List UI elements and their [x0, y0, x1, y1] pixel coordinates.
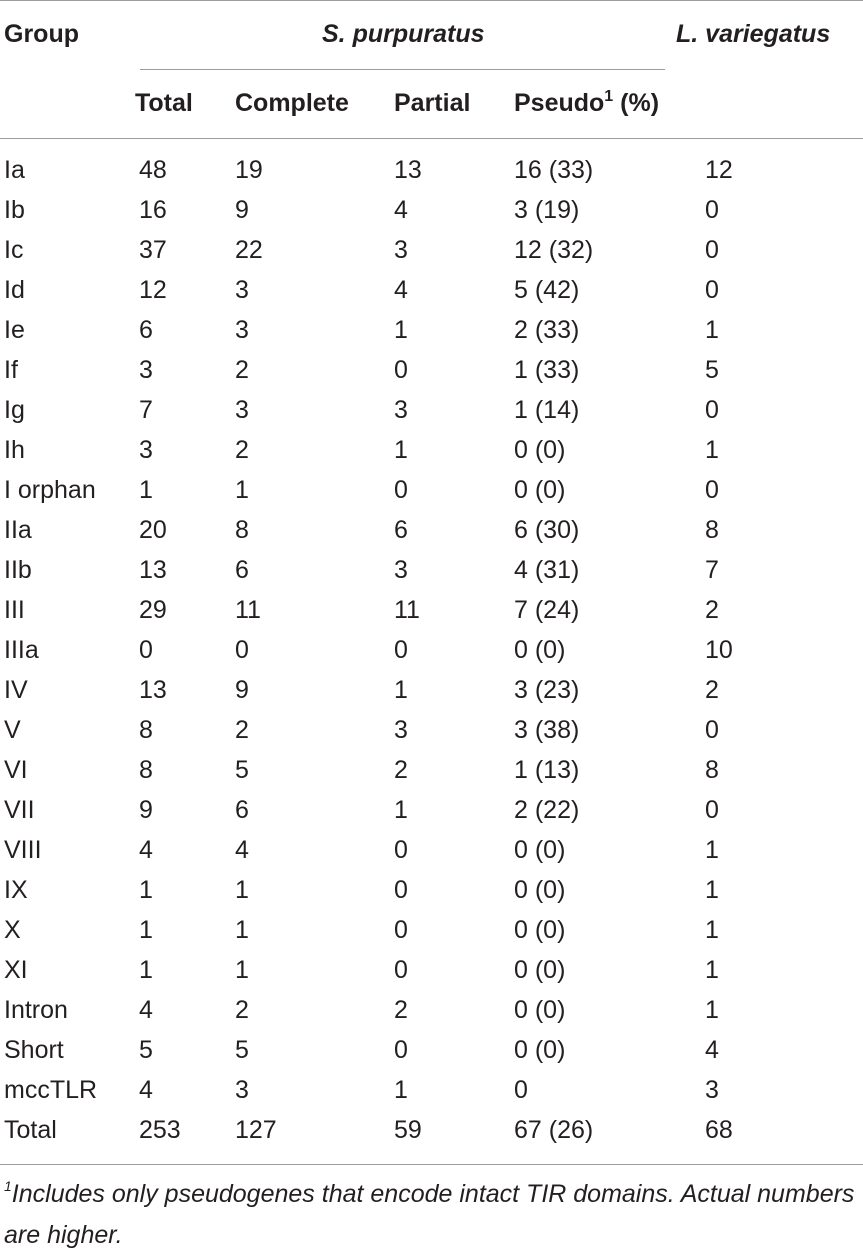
- cell-total: 9: [139, 796, 153, 824]
- table-row: [0, 1115, 863, 1155]
- cell-group: IV: [4, 676, 28, 704]
- cell-complete: 19: [235, 156, 263, 184]
- cell-pseudo: 2 (22): [514, 796, 580, 824]
- footnote-text: Includes only pseudogenes that encode intact TIR domains. Actual numbers are higher.: [4, 1180, 855, 1249]
- cell-lv: 4: [705, 1036, 719, 1064]
- cell-lv: 1: [705, 996, 719, 1024]
- table-row: [0, 515, 863, 555]
- cell-total: 13: [139, 556, 167, 584]
- cell-total: 5: [139, 1036, 153, 1064]
- cell-total: 0: [139, 636, 153, 664]
- table-row: [0, 155, 863, 195]
- cell-total: 253: [139, 1116, 181, 1144]
- cell-group: Ih: [4, 436, 25, 464]
- cell-pseudo: 1 (14): [514, 396, 580, 424]
- cell-partial: 11: [394, 596, 420, 624]
- cell-pseudo: 12 (32): [514, 236, 594, 264]
- cell-total: 1: [139, 876, 153, 904]
- cell-partial: 0: [394, 356, 408, 384]
- cell-total: 1: [139, 916, 153, 944]
- cell-pseudo: 0 (0): [514, 916, 566, 944]
- table-row: [0, 1075, 863, 1115]
- cell-partial: 3: [394, 556, 408, 584]
- cell-lv: 0: [705, 476, 719, 504]
- cell-partial: 59: [394, 1116, 422, 1144]
- table-row: [0, 595, 863, 635]
- table-row: [0, 475, 863, 515]
- cell-lv: 0: [705, 396, 719, 424]
- table-row: [0, 435, 863, 475]
- cell-complete: 1: [235, 476, 249, 504]
- cell-group: Id: [4, 276, 25, 304]
- cell-partial: 0: [394, 636, 408, 664]
- cell-lv: 1: [705, 316, 719, 344]
- cell-group: Ig: [4, 396, 25, 424]
- cell-group: X: [4, 916, 21, 944]
- cell-lv: 8: [705, 516, 719, 544]
- cell-partial: 1: [394, 1076, 408, 1104]
- cell-complete: 2: [235, 996, 249, 1024]
- table-row: [0, 995, 863, 1035]
- cell-group: Intron: [4, 996, 68, 1024]
- cell-total: 3: [139, 436, 153, 464]
- cell-complete: 3: [235, 1076, 249, 1104]
- cell-total: 16: [139, 196, 167, 224]
- header-bottom-rule: [0, 138, 863, 139]
- cell-lv: 0: [705, 236, 719, 264]
- cell-pseudo: 0 (0): [514, 996, 566, 1024]
- header-group: Group: [4, 20, 79, 48]
- cell-lv: 3: [705, 1076, 719, 1104]
- table-row: [0, 1035, 863, 1075]
- table-row: [0, 395, 863, 435]
- cell-complete: 1: [235, 956, 249, 984]
- cell-partial: 3: [394, 716, 408, 744]
- cell-pseudo: 1 (13): [514, 756, 580, 784]
- cell-group: Ie: [4, 316, 25, 344]
- cell-pseudo: 5 (42): [514, 276, 580, 304]
- cell-pseudo: 0 (0): [514, 636, 566, 664]
- cell-group: IIb: [4, 556, 32, 584]
- cell-lv: 1: [705, 916, 719, 944]
- cell-partial: 0: [394, 1036, 408, 1064]
- cell-total: 12: [139, 276, 167, 304]
- cell-lv: 5: [705, 356, 719, 384]
- header-species-purpuratus: S. purpuratus: [322, 20, 485, 48]
- table-row: [0, 795, 863, 835]
- header-pseudo: [514, 88, 659, 118]
- table-row: [0, 355, 863, 395]
- cell-partial: 0: [394, 916, 408, 944]
- cell-lv: 1: [705, 956, 719, 984]
- cell-complete: 22: [235, 236, 263, 264]
- cell-lv: 1: [705, 836, 719, 864]
- cell-pseudo: 2 (33): [514, 316, 580, 344]
- cell-total: 8: [139, 716, 153, 744]
- cell-complete: 11: [235, 596, 261, 624]
- cell-lv: 0: [705, 276, 719, 304]
- cell-group: VI: [4, 756, 28, 784]
- cell-group: I orphan: [4, 476, 96, 504]
- cell-group: IIa: [4, 516, 32, 544]
- cell-group: VII: [4, 796, 35, 824]
- footnote-marker: 1: [4, 1177, 12, 1194]
- header-pseudo-suffix: (%): [613, 89, 660, 117]
- header-pseudo-label: Pseudo: [514, 89, 605, 117]
- cell-total: 8: [139, 756, 153, 784]
- cell-total: 4: [139, 996, 153, 1024]
- cell-pseudo: 7 (24): [514, 596, 580, 624]
- cell-partial: 0: [394, 876, 408, 904]
- cell-pseudo: 67 (26): [514, 1116, 594, 1144]
- cell-total: 29: [139, 596, 167, 624]
- cell-partial: 1: [394, 676, 408, 704]
- cell-complete: 2: [235, 716, 249, 744]
- cell-partial: 13: [394, 156, 422, 184]
- cell-partial: 0: [394, 956, 408, 984]
- cell-group: Ic: [4, 236, 24, 264]
- table-top-rule: [0, 0, 863, 1]
- cell-group: V: [4, 716, 21, 744]
- cell-pseudo: 3 (19): [514, 196, 580, 224]
- cell-total: 20: [139, 516, 167, 544]
- cell-partial: 6: [394, 516, 408, 544]
- cell-total: 37: [139, 236, 167, 264]
- table-bottom-rule: [0, 1164, 863, 1165]
- table-row: [0, 235, 863, 275]
- table-row: [0, 555, 863, 595]
- cell-lv: 12: [705, 156, 733, 184]
- cell-pseudo: 0 (0): [514, 876, 566, 904]
- cell-total: 3: [139, 356, 153, 384]
- cell-pseudo: 4 (31): [514, 556, 580, 584]
- cell-pseudo: 0 (0): [514, 476, 566, 504]
- cell-lv: 8: [705, 756, 719, 784]
- cell-pseudo: 0 (0): [514, 836, 566, 864]
- table-row: [0, 915, 863, 955]
- cell-total: 7: [139, 396, 153, 424]
- cell-complete: 8: [235, 516, 249, 544]
- cell-complete: 2: [235, 436, 249, 464]
- cell-partial: 0: [394, 476, 408, 504]
- cell-complete: 2: [235, 356, 249, 384]
- cell-pseudo: 0 (0): [514, 436, 566, 464]
- cell-partial: 3: [394, 396, 408, 424]
- cell-pseudo: 16 (33): [514, 156, 594, 184]
- cell-partial: 3: [394, 236, 408, 264]
- species-span-rule: [140, 69, 665, 70]
- cell-lv: 2: [705, 676, 719, 704]
- cell-lv: 10: [705, 636, 733, 664]
- cell-complete: 1: [235, 876, 249, 904]
- header-partial: Partial: [394, 89, 471, 117]
- table-row: [0, 755, 863, 795]
- cell-lv: 7: [705, 556, 719, 584]
- cell-pseudo: 3 (38): [514, 716, 580, 744]
- cell-group: If: [4, 356, 18, 384]
- cell-group: mccTLR: [4, 1076, 98, 1104]
- cell-pseudo: 1 (33): [514, 356, 580, 384]
- cell-lv: 68: [705, 1116, 733, 1144]
- cell-complete: 6: [235, 556, 249, 584]
- cell-complete: 4: [235, 836, 249, 864]
- cell-total: 48: [139, 156, 167, 184]
- cell-partial: 2: [394, 996, 408, 1024]
- table-row: [0, 715, 863, 755]
- cell-group: VIII: [4, 836, 42, 864]
- cell-complete: 5: [235, 1036, 249, 1064]
- header-species-variegatus: L. variegatus: [676, 20, 831, 48]
- cell-partial: 0: [394, 836, 408, 864]
- cell-total: 6: [139, 316, 153, 344]
- cell-total: 1: [139, 956, 153, 984]
- cell-group: Ib: [4, 196, 25, 224]
- cell-partial: 1: [394, 436, 408, 464]
- cell-pseudo: 3 (23): [514, 676, 580, 704]
- cell-group: Total: [4, 1116, 57, 1144]
- cell-group: IX: [4, 876, 28, 904]
- cell-lv: 0: [705, 716, 719, 744]
- table-row: [0, 835, 863, 875]
- table-row: [0, 875, 863, 915]
- cell-complete: 0: [235, 636, 249, 664]
- header-total: Total: [135, 89, 193, 117]
- table-footnote: [4, 1174, 862, 1256]
- cell-lv: 1: [705, 436, 719, 464]
- cell-lv: 1: [705, 876, 719, 904]
- table-row: [0, 195, 863, 235]
- cell-partial: 1: [394, 316, 408, 344]
- table-row: [0, 675, 863, 715]
- cell-pseudo: 0: [514, 1076, 528, 1104]
- table-row: [0, 635, 863, 675]
- table-row: [0, 275, 863, 315]
- cell-complete: 6: [235, 796, 249, 824]
- cell-total: 4: [139, 836, 153, 864]
- cell-group: Short: [4, 1036, 64, 1064]
- cell-group: Ia: [4, 156, 25, 184]
- cell-partial: 1: [394, 796, 408, 824]
- cell-complete: 9: [235, 196, 249, 224]
- cell-complete: 3: [235, 396, 249, 424]
- cell-group: IIIa: [4, 636, 39, 664]
- cell-lv: 2: [705, 596, 719, 624]
- cell-lv: 0: [705, 196, 719, 224]
- cell-total: 13: [139, 676, 167, 704]
- cell-total: 4: [139, 1076, 153, 1104]
- table-row: [0, 315, 863, 355]
- cell-pseudo: 0 (0): [514, 1036, 566, 1064]
- cell-partial: 4: [394, 196, 408, 224]
- cell-complete: 3: [235, 316, 249, 344]
- cell-complete: 5: [235, 756, 249, 784]
- cell-complete: 1: [235, 916, 249, 944]
- cell-complete: 3: [235, 276, 249, 304]
- cell-lv: 0: [705, 796, 719, 824]
- cell-complete: 127: [235, 1116, 277, 1144]
- cell-pseudo: 0 (0): [514, 956, 566, 984]
- cell-pseudo: 6 (30): [514, 516, 580, 544]
- cell-total: 1: [139, 476, 153, 504]
- header-pseudo-footnote-marker: 1: [604, 87, 614, 105]
- table-row: [0, 955, 863, 995]
- cell-complete: 9: [235, 676, 249, 704]
- header-complete: Complete: [235, 89, 349, 117]
- cell-partial: 4: [394, 276, 408, 304]
- cell-group: III: [4, 596, 25, 624]
- cell-partial: 2: [394, 756, 408, 784]
- cell-group: XI: [4, 956, 28, 984]
